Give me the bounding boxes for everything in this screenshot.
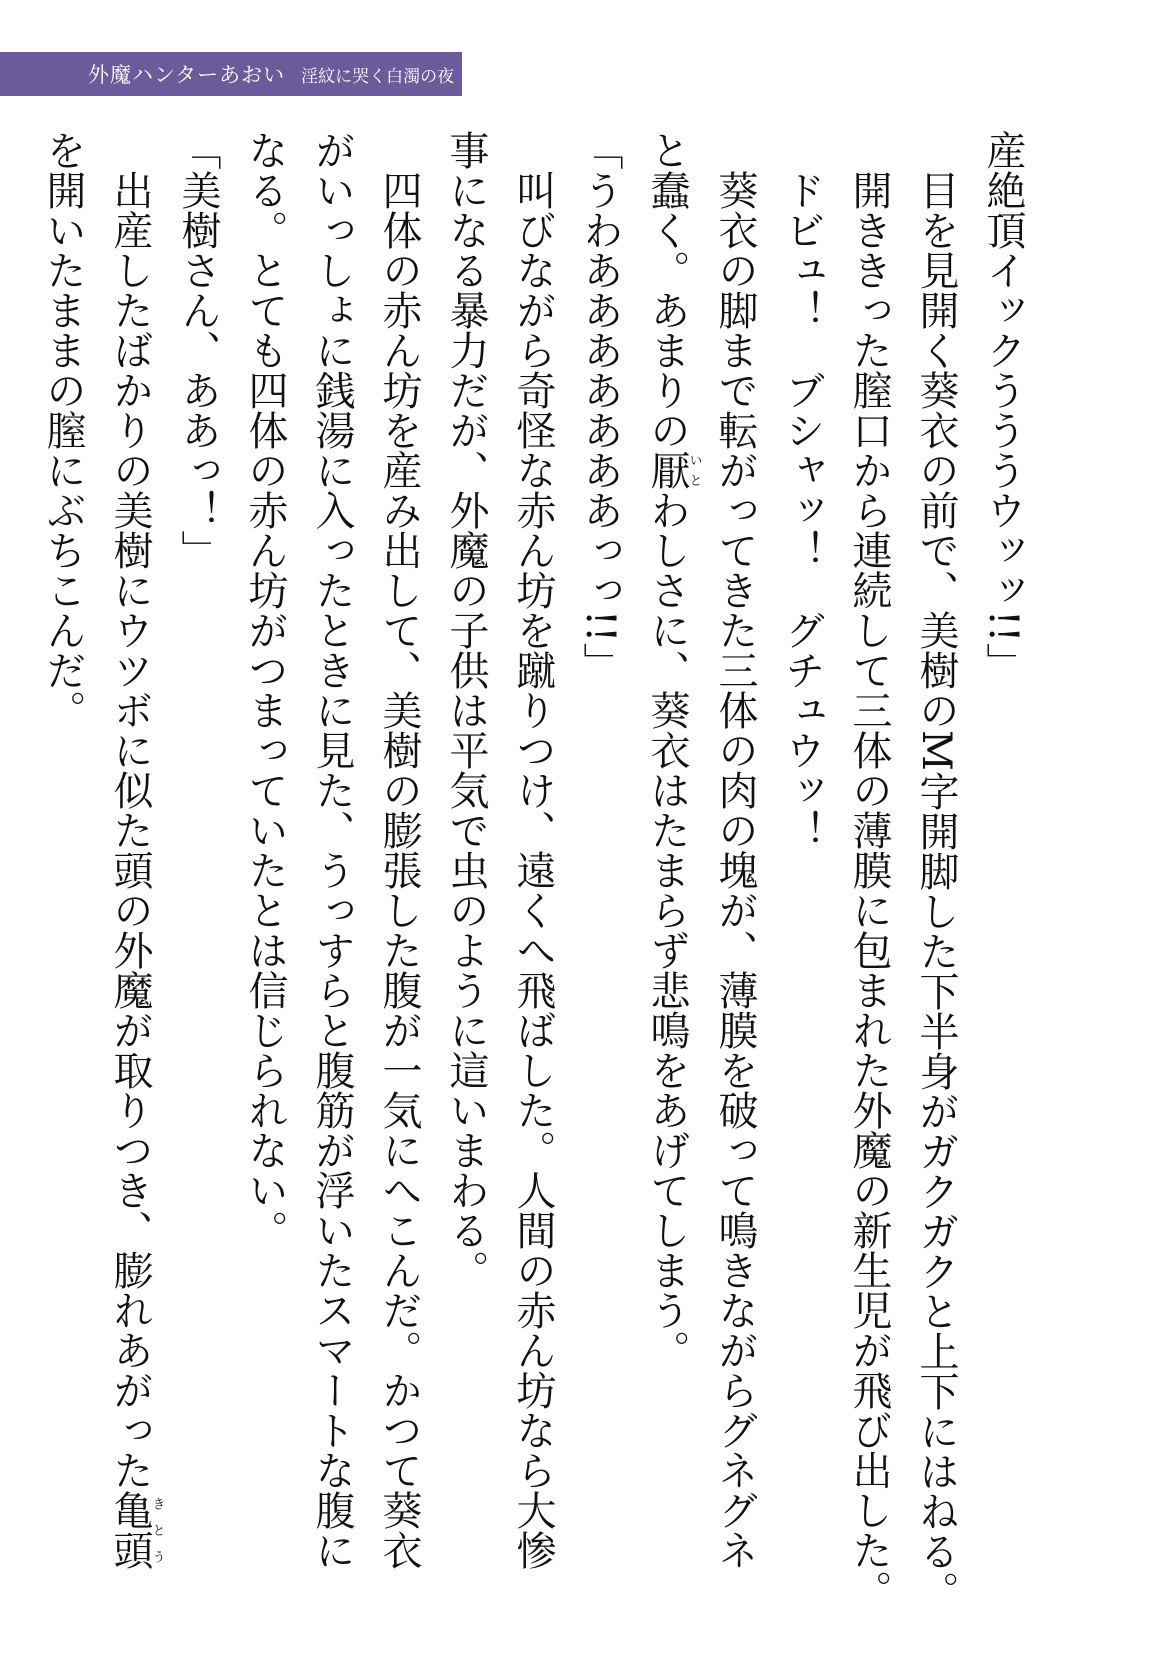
paragraph-15: を開いたままの膣にぶちこんだ。 bbox=[40, 130, 86, 730]
chapter-subtitle: 淫紋に哭く白濁の夜 bbox=[301, 66, 455, 87]
paragraph-2: 目を見開く葵衣の前で、美樹のM字開脚した下半身がガクガクと上下にはねる。 bbox=[913, 170, 959, 1611]
paragraph-12: なる。とても四体の赤ん坊がつまっていたとは信じられない。 bbox=[242, 130, 288, 1250]
ruby-kitou: 亀頭きとう bbox=[107, 1490, 165, 1570]
paragraph-1: 産絶頂イックうううウッッ!!」 bbox=[980, 130, 1026, 683]
paragraph-10: 四体の赤ん坊を産み出して、美樹の膨張した腹が一気にへこんだ。かつて葵衣 bbox=[376, 170, 422, 1570]
series-title: 外魔ハンターあおい bbox=[88, 63, 286, 87]
running-header bbox=[0, 52, 462, 96]
paragraph-11: がいっしょに銭湯に入ったときに見た、うっすらと腹筋が浮いたスマートな腹に bbox=[309, 130, 355, 1570]
ruby-ito: 厭いと bbox=[644, 450, 702, 490]
body-text bbox=[29, 130, 1036, 1611]
paragraph-8: 叫びながら奇怪な赤ん坊を蹴りつけ、遠くへ飛ばした。人間の赤ん坊なら大惨 bbox=[510, 170, 556, 1570]
paragraph-3: 開ききった膣口から連続して三体の薄膜に包まれた外魔の新生児が飛び出した。 bbox=[846, 170, 892, 1610]
paragraph-7: 「うわあああああああっっ!!」 bbox=[577, 130, 623, 683]
paragraph-13: 「美樹さん、ああっ！」 bbox=[175, 130, 221, 570]
paragraph-6: と蠢く。あまりの厭いとわしさに、葵衣はたまらず悲鳴をあげてしまう。 bbox=[644, 130, 702, 1370]
paragraph-4: ドビュ！ ブシャッ！ グチュウッ！ bbox=[779, 170, 825, 850]
paragraph-14: 出産したばかりの美樹にウツボに似た頭の外魔が取りつき、膨れあがった亀頭きとう bbox=[107, 170, 165, 1570]
paragraph-5: 葵衣の脚まで転がってきた三体の肉の塊が、薄膜を破って鳴きながらグネグネ bbox=[712, 170, 758, 1570]
paragraph-9: 事になる暴力だが、外魔の子供は平気で虫のように這いまわる。 bbox=[443, 130, 489, 1290]
